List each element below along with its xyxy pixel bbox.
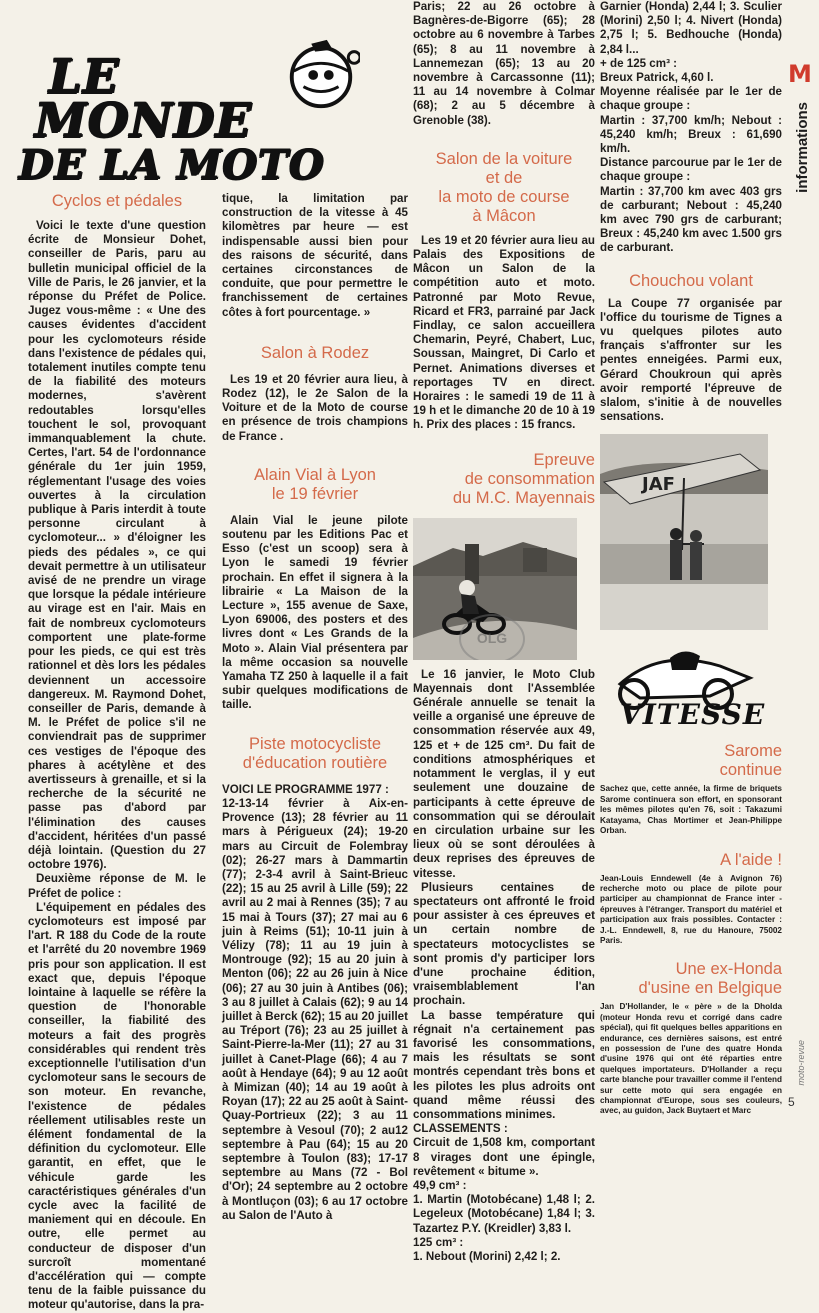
epreuve-distance-values: Martin : 37,700 km avec 403 grs de carburant; Nebout : 45,240 km avec 790 grs de carburant; Breux : 45,240 km avec 1.500 grs de carburant. — [600, 184, 782, 255]
vitesse-logo-text: VITESSE — [620, 698, 766, 732]
vial-title-line-1: Alain Vial à Lyon — [253, 465, 376, 484]
epreuve-average-heading: Moyenne réalisée par le 1er de chaque groupe : — [600, 85, 782, 113]
photo-watermark: OLG — [459, 614, 525, 660]
aide-title: A l'aide ! — [720, 850, 782, 869]
epreuve-average-values: Martin : 37,700 km/h; Nebout : 45,240 km/h; Breux : 61,690 km/h. — [600, 113, 782, 156]
epreuve-results-plus: Breux Patrick, 4,60 l. — [600, 71, 714, 85]
epreuve-class-plus: + de 125 cm³ : — [600, 56, 678, 70]
chouchou-title: Chouchou volant — [629, 271, 753, 290]
vitesse-illustration — [600, 644, 782, 730]
epreuve-title-line-2: de consommation — [464, 469, 595, 488]
footer-magazine-name: moto-revue — [796, 1040, 806, 1086]
macon-title-line-2: et de — [485, 168, 523, 187]
masthead-line-1: LE — [48, 49, 119, 104]
column-3 — [413, 0, 595, 1264]
epreuve-circuit: Circuit de 1,508 km, comportant 8 virages dont une épingle, revêtement « bitume ». — [413, 1136, 595, 1178]
section-label: informations — [794, 102, 811, 193]
column-2 — [222, 192, 408, 1223]
epreuve-results-125-continued: Garnier (Honda) 2,44 l; 3. Sculier (Morini) 2,50 l; 4. Nivert (Honda) 2,75 l; 5. Bedhouche (Honda) 2,84 l... — [600, 0, 782, 56]
column-1 — [28, 192, 206, 1313]
macon-title-line-1: Salon de la voiture — [435, 149, 573, 168]
macon-title-line-3: la moto de course — [438, 187, 570, 206]
hang-glider-photo — [600, 434, 768, 630]
epreuve-results-125: 1. Nebout (Morini) 2,42 l; 2. — [413, 1250, 561, 1263]
macon-body: Les 19 et 20 février aura lieu au Palais des Expositions de Mâcon un Salon de la compétition auto et moto. Patronné par Moto Revue, Ricard et FR3, parrainé par Jack Findlay, ce salon accueillera Chemarin, Peyré, Chabert, Luc, Soussan, Maingret, Di Carlo et Pernet. Animations diverses et reportages TV en direct. Horaires : le samedi 19 de 11 à 19 h et le dimanche 20 de 10 à 19 h. Prix des places : 15 francs. — [413, 233, 595, 432]
rodez-title: Salon à Rodez — [260, 343, 370, 362]
piste-intro: VOICI LE PROGRAMME 1977 : — [222, 782, 389, 796]
epreuve-class-49: 49,9 cm³ : — [413, 1178, 467, 1192]
piste-title-line-2: d'éducation routière — [242, 753, 388, 772]
cyclos-answer: L'équipement en pédales des cyclomoteurs est imposé par l'art. R 188 du Code de la route et l'arrêté du 20 novembre 1969 pris pour son application. Il est exact que, depuis l'époque lointaine à laquelle se réfère la question de l'honorable conseiller, la fiabilité des moteurs a fait des progrès considérables qui rendent très exceptionnelle l'utilisation d'un cyclomoteur sans le secours de son moteur. En revanche, l'existence de pédales réellement utilisables reste un élément fondamental de la définition du cyclomoteur. Elle garantit, en effet, que le véhicule garde les caractéristiques générales d'un cycle avec la facilité de maniement qui en découle. En outre, elle permet au conducteur de disposer d'un surcroît momentané d'accélération qui — compte tenu de la faible puissance du moteur qu'autorise, dans la pra- — [28, 900, 206, 1312]
vial-title-line-2: le 19 février — [271, 484, 359, 503]
piste-title-line-1: Piste motocycliste — [248, 734, 382, 753]
epreuve-distance-heading: Distance parcourue par le 1er de chaque groupe : — [600, 156, 782, 184]
honda-body: Jan D'Hollander, le « père » de la Dholda (moteur Honda revu et corrigé dans cadre spécial), qui fit quelques belles apparitions en endurance, ces dernières saisons, est entré en possession de l'une des quatre Honda d'usine 1976 qui ont été réparties entre quelques importateurs. D'Hollander a reçu carte blanche pour travailler comme il l'entend sur cette moto qui sera engagée en championnat d'Europe, sous ses couleurs, avec, au guidon, Jack Buytaert et Marc — [600, 1002, 782, 1116]
race-photo — [413, 518, 577, 660]
piste-schedule-continued: Paris; 22 au 26 octobre à Bagnères-de-Bigorre (65); 28 octobre au 6 novembre à Tarbes (65); 8 au 11 novembre à Lannemezan (65); 13 au 20 novembre à Carcassonne (11); 11 au 14 novembre à Colmar (68); 2 au 5 décembre à Grenoble (38). — [413, 0, 595, 127]
section-tab — [788, 60, 818, 193]
sarome-body: Sachez que, cette année, la firme de briquets Sarome continuera son effort, en sponsorant les mêmes pilotes qu'en 76, soit : Takazumi Katayama, Chas Mortimer et Jean-Philippe Orban. — [600, 784, 782, 836]
vial-body: Alain Vial le jeune pilote soutenu par les Editions Pac et Esso (c'est un scoop) sera à Lyon le samedi 19 février prochain. En effet il signera à la librairie « La Maison de la Lecture », 155 avenue de Saxe, Lyon 69006, des posters et des livres dont « Les Grands de la Moto ». Alain Vial présentera par la même occasion sa nouvelle Yamaha TZ 250 à laquelle il a fait subir quelques modifications de taille. — [222, 513, 408, 712]
svg-text:JAF: JAF — [642, 474, 675, 496]
piste-schedule: 12-13-14 février à Aix-en-Provence (13); 28 février au 11 mars à Périgueux (24); 19-20 mars au Circuit de Folembray (02); 26-27 mars à Dammartin (77); 2-3-4 avril à Saint-Brieuc (22); 15 au 25 avril à Lille (59); 22 avril au 2 mai à Rennes (35); 7 au 15 mai à Tours (37); 27 mai au 6 juin à Reims (51); 10-11 juin à Vélizy (78); 11 au 19 juin à Montrouge (92); 15 au 20 juin à Menton (06); 22 au 26 juin à Nice (06); 27 au 30 juin à Antibes (06); 3 au 8 juillet à Calais (62); 9 au 14 juillet à Berck (62); 15 au 20 juillet au Tréport (76); 23 au 25 juillet à Saint-Pierre-la-Mer (11); 27 au 31 juillet à Canet-Plage (66); 4 au 7 août à Hendaye (64); 9 au 12 août à Mimizan (40); 14 au 19 août à Royan (17); 22 au 25 août à Saint-Quay-Portrieux (22); 3 au 11 septembre à Vesoul (70); 2 au12 septembre à Pau (64); 15 au 20 septembre à Toulon (83); 17-17 septembre au Mans (72 - Bol d'Or); 24 septembre au 2 octobre à Montluçon (03); 6 au 17 octobre au Salon de l'Auto à — [222, 796, 408, 1222]
cyclos-answer-heading: Deuxième réponse de M. le Préfet de police : — [28, 872, 206, 900]
epreuve-body: Le 16 janvier, le Moto Club Mayennais dont l'Assemblée Générale annuelle se tenait la veille a organisé une épreuve de consommation réservée aux 49, 125 et + de 125 cm³. Du fait de conditions atmosphériques et notamment le verglas, il y eut seulement une douzaine de participants à cette épreuve de consommation qui se déroulait en circulation urbaine sur les lieux où se sont déroulées à deux reprises des épreuves de vitesse. — [413, 667, 595, 880]
honda-title-line-2: d'usine en Belgique — [638, 979, 782, 998]
globe-helmet-illustration — [282, 36, 360, 114]
epreuve-body-3: La basse température qui régnait n'a certainement pas favorisé les consommations, mais les résultats se sont montrés cependant très bons et les pilotes les plus adroits ont quand même réussi des consommations minimes. — [413, 1008, 595, 1121]
epreuve-title-line-3: du M.C. Mayennais — [452, 488, 595, 507]
masthead-line-2: MONDE — [34, 93, 252, 148]
rodez-body: Les 19 et 20 février aura lieu, à Rodez (12), le 2e Salon de la Voiture et de la Moto de course en présence de trois champions de France . — [222, 372, 408, 443]
chouchou-body: La Coupe 77 organisée par l'office du tourisme de Tignes a vu quelques pilotes auto français s'affronter sur les pentes enneigées. Parmi eux, Gérard Choukroun qui après avoir remporté l'épreuve de slalom, s'initie à de nouvelles sensations. — [600, 296, 782, 424]
cyclos-title: Cyclos et pédales — [51, 192, 183, 210]
honda-title-line-1: Une ex-Honda — [675, 960, 782, 979]
cyclos-question: Voici le texte d'une question écrite de Monsieur Dohet, conseiller de Paris, paru au bulletin municipal officiel de la Ville de Paris, le 26 janvier, et la réponse du Préfet de Police. Jugez vous-même : « Une des causes évidentes d'accident pour les cyclomoteurs réside dans l'existence de pédales qui, totalement inutiles compte tenu de la fiabilité des moteurs modernes, s'avèrent redoutables lorsqu'elles touchent le sol, provoquant immanquablement la chute. Certes, l'art. 54 de l'ordonnance générale du 1er juin 1959, réglementant l'usage des voies ouvertes à la circulation publique à Paris interdit à toute personne circulant à cyclomoteur... » d'éloigner les pieds des pédales », ce qui devait permettre à un utilisateur avisé de ne prendre un virage que lorsque la pédale intérieure au virage est en l'air. Mais en fait de nombreux cyclomoteurs comportent une plate-forme pour les pieds, ce qui est très rationnel et dès lors les pédales deviennent un accessoire dangereux. M. Raymond Dohet, conseiller de Paris, demande à M. le Préfet de police s'il ne conviendrait pas de supprimer ces vestiges de l'époque des phares à acétylène et des avertisseurs à grenaille, et si la recherche de la sécurité ne passe pas d'abord par l'élimination des causes d'accident, héritées d'un passé déjà lointain. (Question du 27 octobre 1976). — [28, 219, 206, 872]
page-number: 5 — [788, 1095, 795, 1109]
sarome-title-line-1: Sarome — [724, 742, 782, 761]
epreuve-body-2: Plusieurs centaines de spectateurs ont affronté le froid pour assister à ces épreuves et un certain nombre de spectateurs motocyclistes se sont promis d'y participer lors d'une prochaine édition, vraisemblablement l'an prochain. — [413, 880, 595, 1008]
sarome-title-line-2: continue — [719, 761, 782, 780]
masthead-line-3: DE LA MOTO — [18, 141, 324, 188]
moto-revue-logo: M — [788, 60, 812, 88]
epreuve-results-49: 1. Martin (Motobécane) 1,48 l; 2. Legeleux (Motobécane) 1,84 l; 3. Tazartez P.Y. (Kreidler) 3,83 l. — [413, 1193, 595, 1235]
epreuve-classements-heading: CLASSEMENTS : — [413, 1122, 508, 1136]
macon-title-line-4: à Mâcon — [472, 206, 536, 225]
column-4 — [600, 0, 782, 1117]
cyclos-answer-continued: tique, la limitation par construction de la vitesse à 45 kilomètres par heure — est indispensable aussi bien pour des raisons de sécurité, dans certaines circonstances de conduite, que pour permettre le franchissement de certaines côtes à fort pourcentage. » — [222, 192, 408, 319]
masthead — [12, 32, 382, 188]
epreuve-title-line-1: Epreuve — [533, 450, 595, 469]
aide-body: Jean-Louis Enndewell (4e à Avignon 76) recherche moto ou place de pilote pour participer au championnat de France inter - épreuves à l'étranger. Transport du matériel et participation aux frais possibles. Contacter : J.-L. Enndewell, 8, rue du Hanoure, 75002 Paris. — [600, 873, 782, 945]
epreuve-class-125: 125 cm³ : — [413, 1235, 464, 1249]
